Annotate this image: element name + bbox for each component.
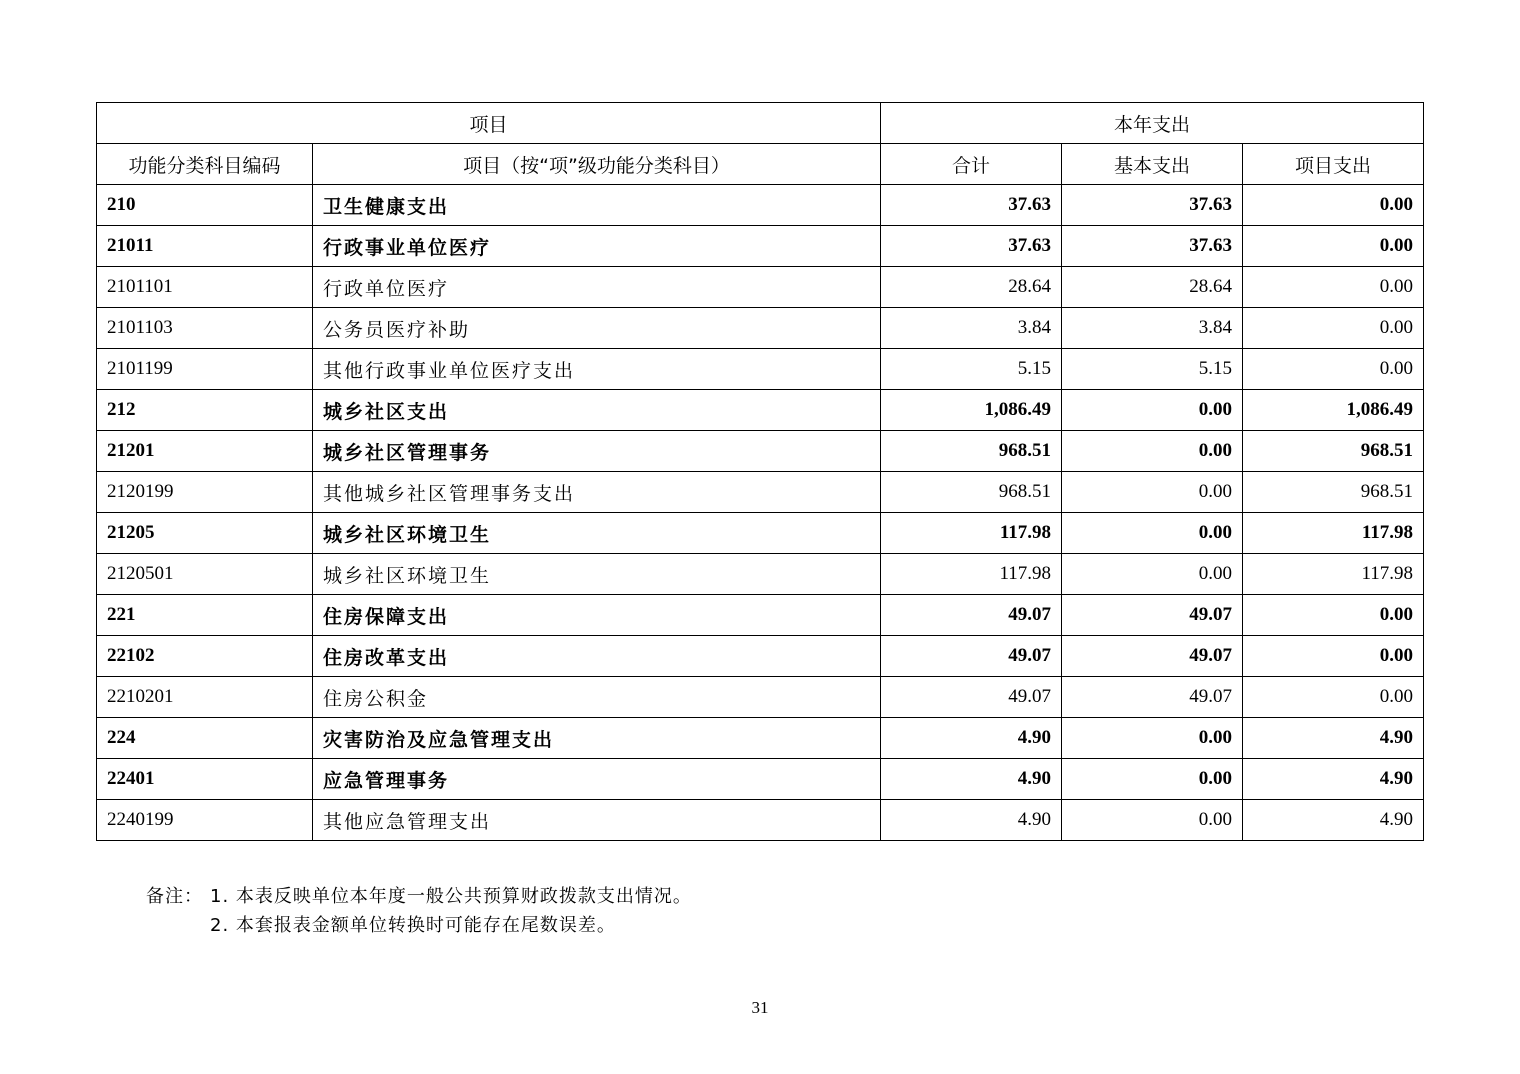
cell-total: 117.98 — [881, 513, 1062, 554]
cell-project: 0.00 — [1243, 185, 1424, 226]
cell-basic: 3.84 — [1062, 308, 1243, 349]
table-row — [97, 349, 1424, 390]
cell-code: 221 — [97, 595, 313, 636]
table-row — [97, 472, 1424, 513]
cell-name: 城乡社区管理事务 — [313, 431, 881, 472]
cell-basic: 37.63 — [1062, 226, 1243, 267]
cell-basic: 0.00 — [1062, 554, 1243, 595]
cell-total: 37.63 — [881, 185, 1062, 226]
cell-total: 1,086.49 — [881, 390, 1062, 431]
cell-name: 住房改革支出 — [313, 636, 881, 677]
cell-total: 5.15 — [881, 349, 1062, 390]
notes-label: 备注： — [146, 886, 203, 907]
cell-code: 2210201 — [97, 677, 313, 718]
header-current-year: 本年支出 — [881, 103, 1424, 144]
cell-basic: 0.00 — [1062, 472, 1243, 513]
cell-code: 2120199 — [97, 472, 313, 513]
cell-name: 住房保障支出 — [313, 595, 881, 636]
cell-name: 城乡社区环境卫生 — [313, 554, 881, 595]
cell-project: 0.00 — [1243, 595, 1424, 636]
cell-code: 22401 — [97, 759, 313, 800]
cell-name: 行政事业单位医疗 — [313, 226, 881, 267]
cell-project: 0.00 — [1243, 308, 1424, 349]
cell-basic: 0.00 — [1062, 800, 1243, 841]
cell-project: 0.00 — [1243, 349, 1424, 390]
cell-name: 卫生健康支出 — [313, 185, 881, 226]
page-number: 31 — [751, 998, 769, 1017]
cell-project: 0.00 — [1243, 267, 1424, 308]
cell-basic: 49.07 — [1062, 636, 1243, 677]
cell-basic: 49.07 — [1062, 677, 1243, 718]
cell-project: 4.90 — [1243, 759, 1424, 800]
table-header-top — [97, 103, 1424, 144]
cell-code: 212 — [97, 390, 313, 431]
table-row — [97, 636, 1424, 677]
cell-code: 2120501 — [97, 554, 313, 595]
cell-project: 117.98 — [1243, 554, 1424, 595]
cell-code: 2101101 — [97, 267, 313, 308]
cell-basic: 0.00 — [1062, 431, 1243, 472]
cell-total: 4.90 — [881, 718, 1062, 759]
cell-basic: 28.64 — [1062, 267, 1243, 308]
cell-project: 0.00 — [1243, 226, 1424, 267]
cell-basic: 49.07 — [1062, 595, 1243, 636]
table-row — [97, 718, 1424, 759]
table-row — [97, 677, 1424, 718]
cell-code: 210 — [97, 185, 313, 226]
cell-name: 其他行政事业单位医疗支出 — [313, 349, 881, 390]
header-code: 功能分类科目编码 — [97, 144, 313, 185]
table-row — [97, 800, 1424, 841]
cell-total: 3.84 — [881, 308, 1062, 349]
notes — [146, 882, 692, 940]
header-basic: 基本支出 — [1062, 144, 1243, 185]
header-project: 项目支出 — [1243, 144, 1424, 185]
cell-basic: 5.15 — [1062, 349, 1243, 390]
table-row — [97, 308, 1424, 349]
cell-total: 28.64 — [881, 267, 1062, 308]
table-row — [97, 554, 1424, 595]
cell-code: 2101103 — [97, 308, 313, 349]
cell-basic: 0.00 — [1062, 513, 1243, 554]
cell-basic: 0.00 — [1062, 759, 1243, 800]
cell-name: 城乡社区环境卫生 — [313, 513, 881, 554]
table-row — [97, 431, 1424, 472]
cell-project: 0.00 — [1243, 677, 1424, 718]
table-body — [97, 185, 1424, 841]
cell-total: 49.07 — [881, 677, 1062, 718]
table-row — [97, 595, 1424, 636]
cell-basic: 37.63 — [1062, 185, 1243, 226]
cell-name: 住房公积金 — [313, 677, 881, 718]
cell-code: 21201 — [97, 431, 313, 472]
expenditure-table — [96, 102, 1424, 841]
cell-basic: 0.00 — [1062, 390, 1243, 431]
table-row — [97, 759, 1424, 800]
cell-name: 城乡社区支出 — [313, 390, 881, 431]
cell-name: 行政单位医疗 — [313, 267, 881, 308]
cell-name: 公务员医疗补助 — [313, 308, 881, 349]
table-row — [97, 390, 1424, 431]
cell-total: 968.51 — [881, 472, 1062, 513]
cell-total: 37.63 — [881, 226, 1062, 267]
cell-total: 968.51 — [881, 431, 1062, 472]
cell-project: 4.90 — [1243, 800, 1424, 841]
table-row — [97, 267, 1424, 308]
cell-code: 22102 — [97, 636, 313, 677]
cell-project: 968.51 — [1243, 431, 1424, 472]
cell-code: 21011 — [97, 226, 313, 267]
cell-total: 49.07 — [881, 595, 1062, 636]
cell-code: 2240199 — [97, 800, 313, 841]
cell-name: 其他应急管理支出 — [313, 800, 881, 841]
cell-total: 4.90 — [881, 759, 1062, 800]
header-name: 项目（按“项”级功能分类科目） — [313, 144, 881, 185]
cell-basic: 0.00 — [1062, 718, 1243, 759]
cell-code: 21205 — [97, 513, 313, 554]
cell-project: 1,086.49 — [1243, 390, 1424, 431]
cell-name: 其他城乡社区管理事务支出 — [313, 472, 881, 513]
table-row — [97, 185, 1424, 226]
note-line-2: 2. 本套报表金额单位转换时可能存在尾数误差。 — [210, 915, 616, 936]
cell-total: 49.07 — [881, 636, 1062, 677]
cell-name: 灾害防治及应急管理支出 — [313, 718, 881, 759]
cell-total: 117.98 — [881, 554, 1062, 595]
cell-code: 224 — [97, 718, 313, 759]
cell-total: 4.90 — [881, 800, 1062, 841]
table-row — [97, 226, 1424, 267]
cell-project: 4.90 — [1243, 718, 1424, 759]
cell-project: 0.00 — [1243, 636, 1424, 677]
table-header-sub — [97, 144, 1424, 185]
cell-project: 968.51 — [1243, 472, 1424, 513]
cell-code: 2101199 — [97, 349, 313, 390]
table-row — [97, 513, 1424, 554]
header-item: 项目 — [97, 103, 881, 144]
cell-project: 117.98 — [1243, 513, 1424, 554]
note-line-1: 1. 本表反映单位本年度一般公共预算财政拨款支出情况。 — [210, 886, 692, 907]
cell-name: 应急管理事务 — [313, 759, 881, 800]
header-total: 合计 — [881, 144, 1062, 185]
